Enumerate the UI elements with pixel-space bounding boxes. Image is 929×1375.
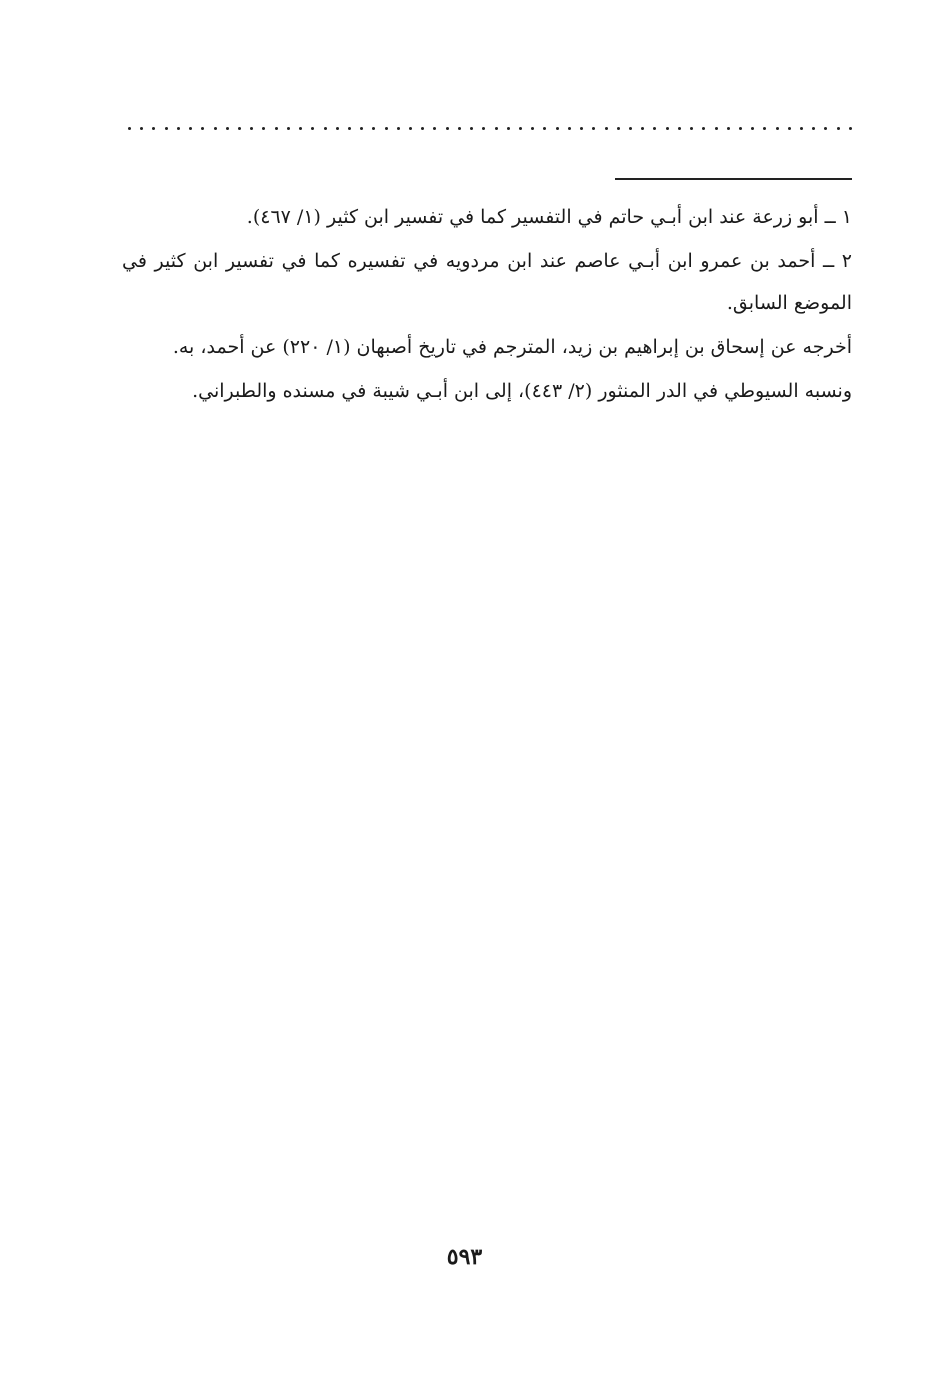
footnotes-section [122,196,852,414]
footnote-2-paragraph-2: أخرجه عن إسحاق بن إبراهيم بن زيد، المترجم في تاريخ أصبهان (١/ ٢٢٠) عن أحمد، به. [172,336,852,358]
footnote-2-paragraph-3: ونسبه السيوطي في الدر المنثور (٢/ ٤٤٣)، إلى ابن أبـي شيبة في مسنده والطبراني. [192,380,852,402]
dotted-separator [128,118,852,138]
footnote-1: ١ ــ أبو زرعة عند ابن أبـي حاتم في التفسير كما في تفسير ابن كثير (١/ ٤٦٧). [246,206,852,228]
footnote-2: ٢ ــ أحمد بن عمرو ابن أبـي عاصم عند ابن مردويه في تفسيره كما في تفسير ابن كثير في الموضع السابق. [122,250,852,314]
page-number: ٥٩٣ [446,1244,483,1270]
footnote-rule [615,178,852,180]
